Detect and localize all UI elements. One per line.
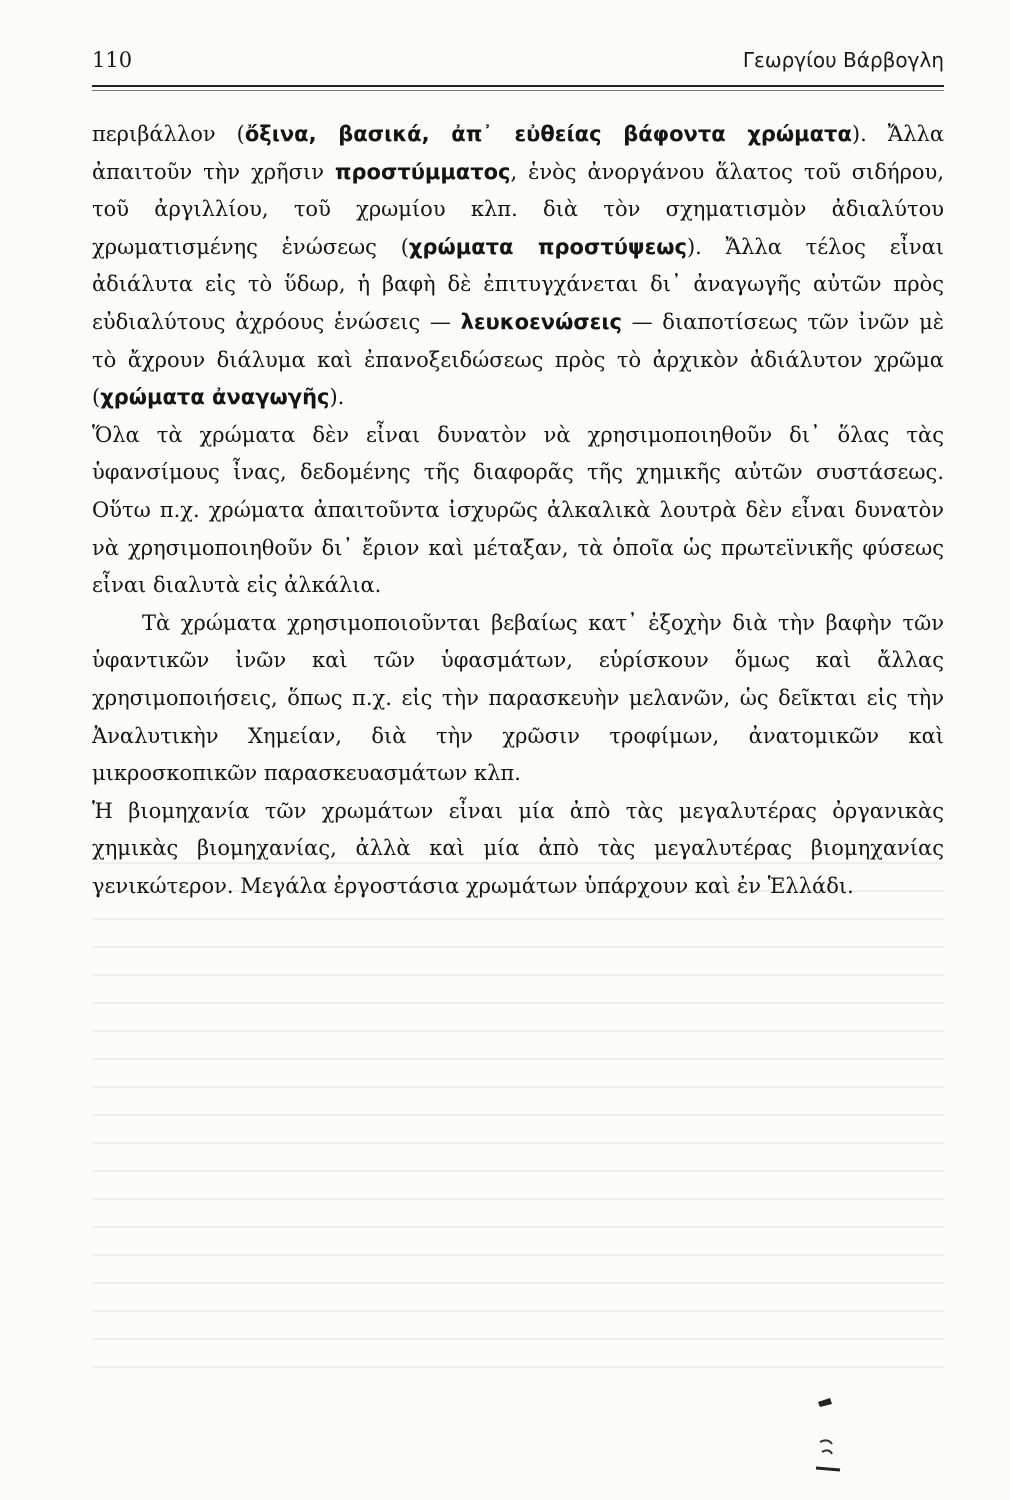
header-rule-secondary: [92, 90, 944, 91]
page-number: 110: [92, 48, 133, 72]
paragraph-dye-industry: Ἡ βιομηχανία τῶν χρωμάτων εἶναι μία ἀπὸ τὰς μεγαλυτέρας ὀργανικὰς χημικὰς βιομηχανίας, ἀλλὰ καὶ μία ἀπὸ τὰς μεγαλυτέρας βιομηχανίας γενικώτερον. Μεγάλα ἐργοστάσια χρωμάτων ὑπάρχουν καὶ ἐν Ἑλλάδι.: [92, 798, 944, 898]
term-leuco-compounds: λευκοενώσεις: [460, 309, 623, 334]
term-acid-basic-direct-dyes: ὄξινα, βασικά, ἀπ᾿ εὐθείας βάφοντα χρώματα: [244, 122, 852, 146]
text-run: — διαποτίσεως τῶν ἰνῶν μὲ τὸ ἄχρουν διάλυμα καὶ ἐπανοξειδώσεως πρὸς τὸ ἀρχικὸν ἀδιάλυτον χρῶμα (: [92, 309, 944, 410]
text-run: περιβάλλον (: [92, 122, 245, 146]
text-run: , ἑνὸς ἀνοργάνου ἅλατος τοῦ σιδήρου, τοῦ ἀργιλλίου, τοῦ χρωμίου κλπ. διὰ τὸν σχηματισμὸν ἀδιαλύτου χρωματισμένης ἑνώσεως (: [92, 159, 944, 259]
text-run: ). Ἄλλα τέλος εἶναι ἀδιάλυτα εἰς τὸ ὕδωρ, ἡ βαφὴ δὲ ἐπιτυγχάνεται δι᾿ ἀναγωγῆς αὐτῶν πρὸς εὐδιαλύτους ἀχρόους ἑνώσεις —: [92, 234, 944, 334]
text-run: ).: [329, 385, 345, 410]
term-vat-dyes: χρώματα ἀναγωγῆς: [100, 385, 330, 410]
paragraph-dye-classes: [92, 116, 944, 417]
bleed-through-text: [92, 850, 944, 1370]
margin-smudge-marks: [814, 1380, 844, 1480]
paragraph-fiber-compatibility: Ὅλα τὰ χρώματα δὲν εἶναι δυνατὸν νὰ χρησιμοποιηθοῦν δι᾿ ὅλας τὰς ὑφανσίμους ἶνας, δεδομένης τῆς διαφορᾶς τῆς χημικῆς αὐτῶν συστάσεως. Οὕτω π.χ. χρώματα ἀπαιτοῦντα ἰσχυρῶς ἀλκαλικὰ λουτρὰ δὲν εἶναι δυνατὸν νὰ χρησιμοποιηθοῦν δι᾿ ἔριον καὶ μέταξαν, τὰ ὁποῖα ὡς πρωτεϊνικῆς φύσεως εἶναι διαλυτὰ εἰς ἀλκάλια.: [92, 422, 944, 598]
term-mordant-dyes: χρώματα προστύψεως: [408, 234, 687, 259]
page-header: [92, 48, 944, 84]
body-text: [92, 116, 944, 905]
running-head-author: Γεωργίου Βάρβογλη: [742, 48, 944, 72]
header-rule: [92, 85, 944, 87]
term-mordant: προστύμματος: [334, 159, 511, 184]
text-run: ). Ἄλλα ἀπαιτοῦν τὴν χρῆσιν: [92, 122, 944, 184]
paragraph-other-uses: Τὰ χρώματα χρησιμοποιοῦνται βεβαίως κατ᾿ ἐξοχὴν διὰ τὴν βαφὴν τῶν ὑφαντικῶν ἰνῶν καὶ τῶν ὑφασμάτων, εὑρίσκουν ὅμως καὶ ἄλλας χρησιμοποιήσεις, ὅπως π.χ. εἰς τὴν παρασκευὴν μελανῶν, ὡς δεῖκται εἰς τὴν Ἀναλυτικὴν Χημείαν, διὰ τὴν χρῶσιν τροφίμων, ἀνατομικῶν καὶ μικροσκοπικῶν παρασκευασμάτων κλπ.: [92, 610, 944, 786]
